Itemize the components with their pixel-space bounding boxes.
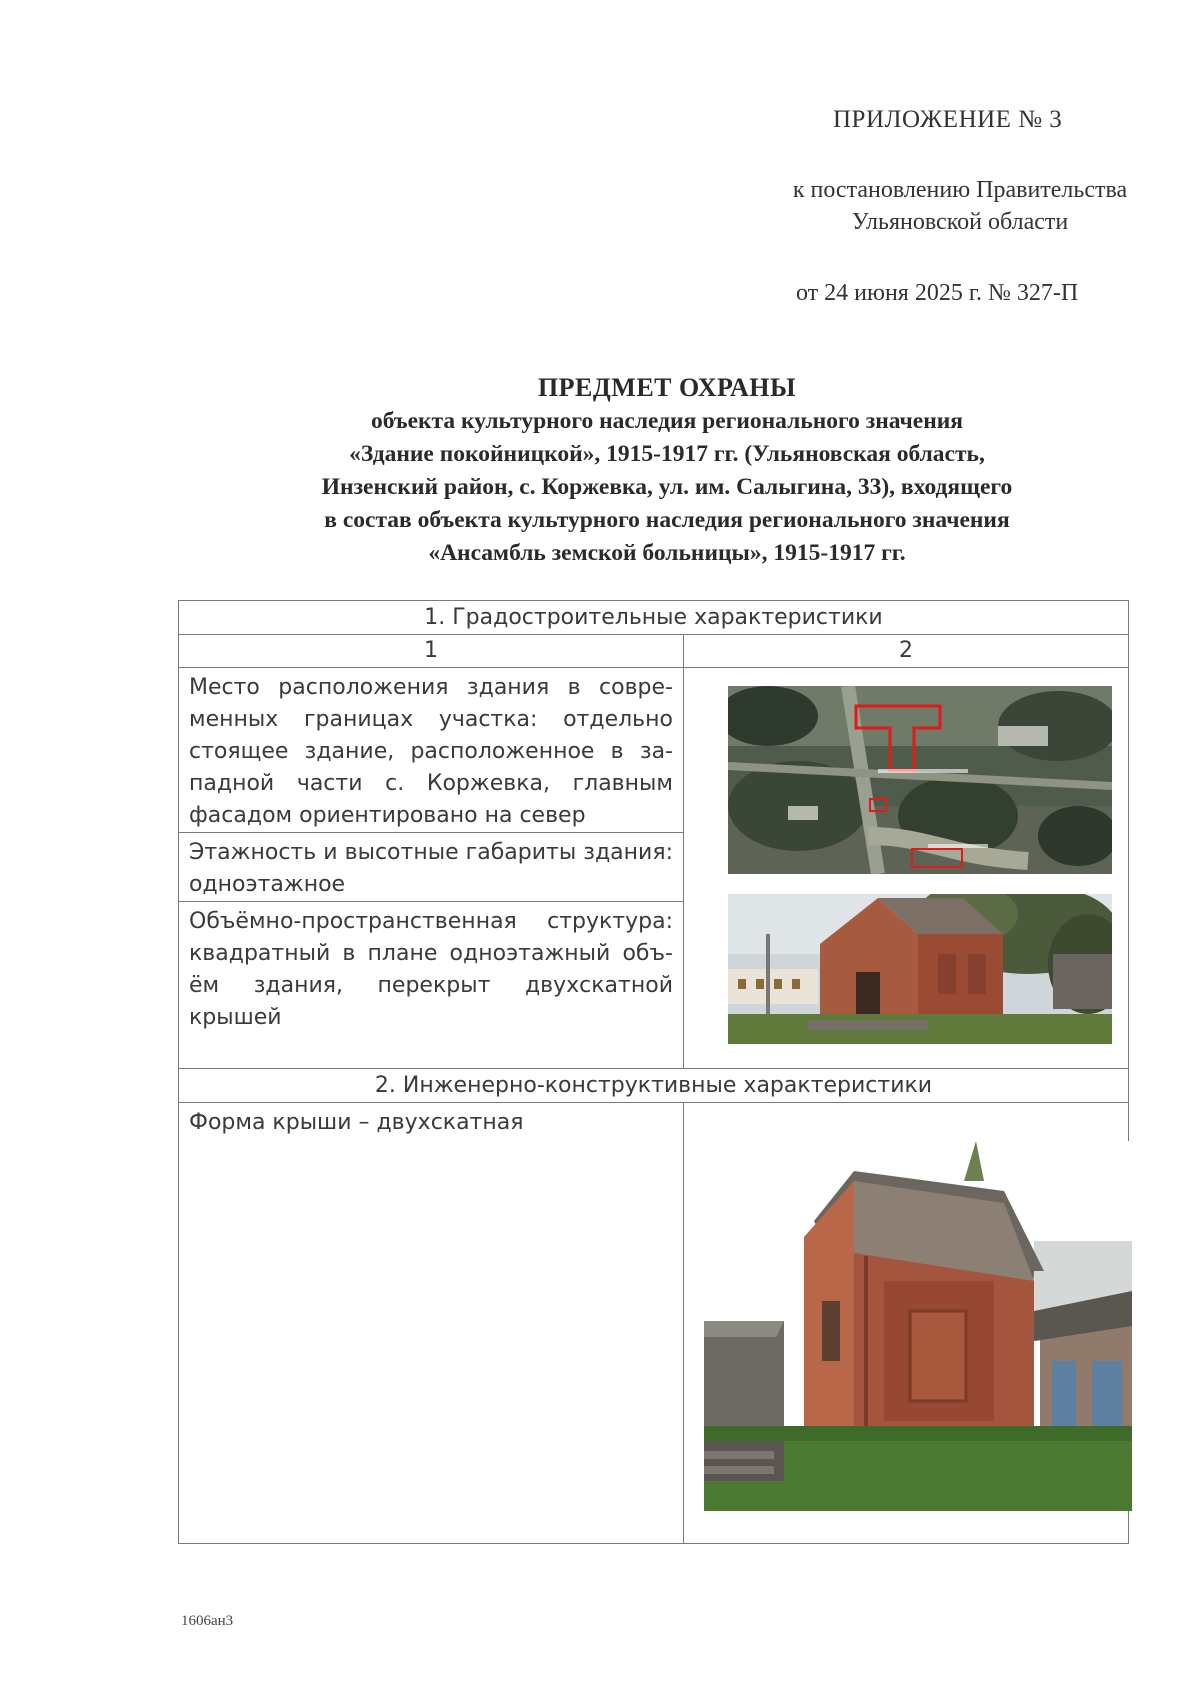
photo-cell-section-1 xyxy=(684,668,1129,1069)
title-main: ПРЕДМЕТ ОХРАНЫ xyxy=(537,373,797,402)
structure-text: Объёмно-пространственная структура: квадратный в плане одноэтажный объём здания, перекрыт двухскатной крышей xyxy=(189,909,673,1030)
title-line-5: «Ансамбль земской больницы», 1915-1917 гг. xyxy=(428,540,906,566)
location-cell xyxy=(179,668,684,833)
document-title xyxy=(160,371,1174,570)
location-text: Место расположения здания в современных границах участка: отдельно стоящее здание, расположенное в западной части с. Коржевка, главным фасадом ориентировано на север xyxy=(189,675,673,828)
decree-line-1: к постановлению Правительства xyxy=(792,177,1128,203)
decree-date: от 24 июня 2025 г. № 327-П xyxy=(796,280,1079,306)
appendix-number: ПРИЛОЖЕНИЕ № 3 xyxy=(833,106,1063,133)
section-1-header: 1. Градостроительные характеристики xyxy=(179,601,1129,635)
storeys-cell xyxy=(179,833,684,902)
document-code: 1606ан3 xyxy=(181,1613,234,1629)
protection-subject-table xyxy=(178,600,1129,1544)
title-line-1: объекта культурного наследия регионального значения xyxy=(370,408,964,434)
section-2-header: 2. Инженерно-конструктивные характеристики xyxy=(179,1069,1129,1103)
title-line-4: в состав объекта культурного наследия регионального значения xyxy=(324,507,1010,533)
decree-reference xyxy=(740,174,1180,238)
building-photo-small xyxy=(728,894,1112,1044)
storeys-text: Этажность и высотные габариты здания: одноэтажное xyxy=(189,840,673,897)
roof-form-text: Форма крыши – двухскатная xyxy=(189,1110,524,1135)
photo-cell-section-2 xyxy=(684,1103,1129,1544)
column-number-1: 1 xyxy=(179,635,684,668)
title-line-3: Инзенский район, с. Коржевка, ул. им. Салыгина, 33), входящего xyxy=(321,474,1013,500)
title-line-2: «Здание покойницкой», 1915-1917 гг. (Ульяновская область, xyxy=(349,441,985,467)
decree-line-2: Ульяновской области xyxy=(851,209,1069,235)
column-number-2: 2 xyxy=(684,635,1129,668)
roof-form-cell xyxy=(179,1103,684,1544)
building-photo-large xyxy=(704,1141,1132,1511)
structure-cell xyxy=(179,902,684,1069)
satellite-map-image xyxy=(728,686,1112,874)
